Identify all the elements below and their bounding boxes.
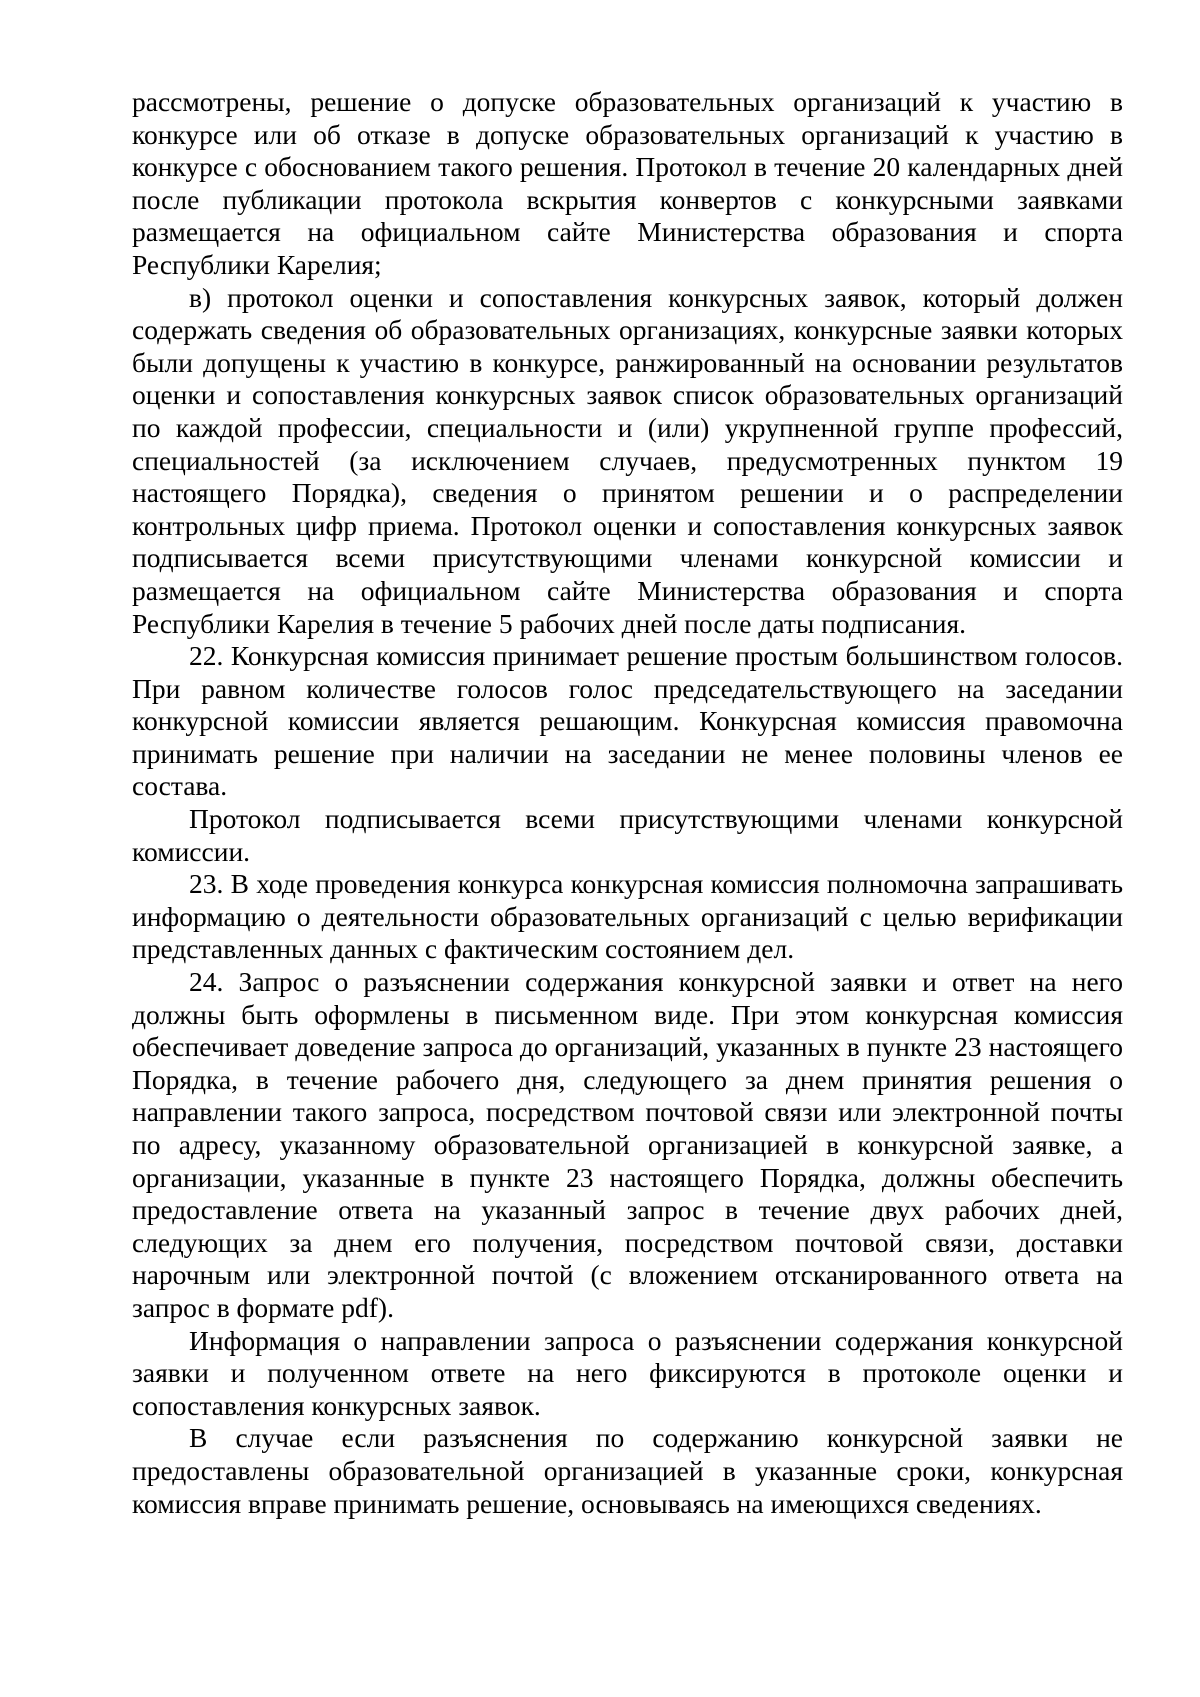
paragraph-item-22: 22. Конкурсная комиссия принимает решение простым большинством голосов. При равном количестве голосов голос председательствующего на заседании конкурсной комиссии является решающим. Конкурсная комиссия правомочна принимать решение при наличии на заседании не менее половины членов ее состава. xyxy=(132,640,1123,802)
document-page xyxy=(132,86,1123,1520)
paragraph-subitem-v: в) протокол оценки и сопоставления конкурсных заявок, который должен содержать сведения об образовательных организациях, конкурсные заявки которых были допущены к участию в конкурсе, ранжированный на основании результатов оценки и сопоставления конкурсных заявок список образовательных организаций по каждой профессии, специальности и (или) укрупненной группе профессий, специальностей (за исключением случаев, предусмотренных пунктом 19 настоящего Порядка), сведения о принятом решении и о распределении контрольных цифр приема. Протокол оценки и сопоставления конкурсных заявок подписывается всеми присутствующими членами конкурсной комиссии и размещается на официальном сайте Министерства образования и спорта Республики Карелия в течение 5 рабочих дней после даты подписания. xyxy=(132,281,1123,639)
paragraph-no-clarification: В случае если разъяснения по содержанию конкурсной заявки не предоставлены образовательной организацией в указанные сроки, конкурсная комиссия вправе принимать решение, основываясь на имеющихся сведениях. xyxy=(132,1422,1123,1519)
paragraph-item-24: 24. Запрос о разъяснении содержания конкурсной заявки и ответ на него должны быть оформлены в письменном виде. При этом конкурсная комиссия обеспечивает доведение запроса до организаций, указанных в пункте 23 настоящего Порядка, в течение рабочего дня, следующего за днем принятия решения о направлении такого запроса, посредством почтовой связи или электронной почты по адресу, указанному образовательной организацией в конкурсной заявке, а организации, указанные в пункте 23 настоящего Порядка, должны обеспечить предоставление ответа на указанный запрос в течение двух рабочих дней, следующих за днем его получения, посредством почтовой связи, доставки нарочным или электронной почтой (с вложением отсканированного ответа на запрос в формате pdf). xyxy=(132,966,1123,1323)
paragraph-continuation: рассмотрены, решение о допуске образовательных организаций к участию в конкурсе или об отказе в допуске образовательных организаций к участию в конкурсе с обоснованием такого решения. Протокол в течение 20 календарных дней после публикации протокола вскрытия конвертов с конкурсными заявками размещается на официальном сайте Министерства образования и спорта Республики Карелия; xyxy=(132,86,1123,280)
paragraph-item-23: 23. В ходе проведения конкурса конкурсная комиссия полномочна запрашивать информацию о деятельности образовательных организаций с целью верификации представленных данных с фактическим состоянием дел. xyxy=(132,868,1123,965)
paragraph-protocol-signing: Протокол подписывается всеми присутствующими членами конкурсной комиссии. xyxy=(132,803,1123,867)
paragraph-request-info: Информация о направлении запроса о разъяснении содержания конкурсной заявки и полученном ответе на него фиксируются в протоколе оценки и сопоставления конкурсных заявок. xyxy=(132,1324,1123,1421)
